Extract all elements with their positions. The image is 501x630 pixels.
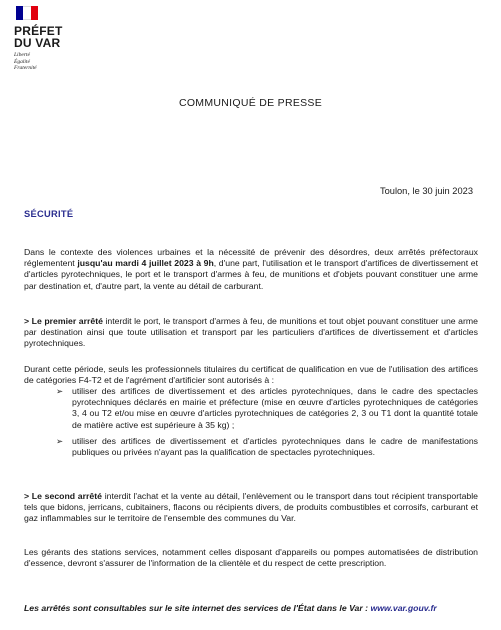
bullet-arrow-icon: ➢ <box>56 436 64 446</box>
p4-bold-lead: > Le second arrêté <box>24 491 102 501</box>
motto-egalite: Égalité <box>14 58 30 65</box>
bullet-arrow-icon: ➢ <box>56 386 64 396</box>
motto-fraternite: Fraternité <box>14 65 37 71</box>
bullet-item-1: utiliser des artifices de divertissement et des articles pyrotechniques, dans le cadre des spectacles pyrotechniques déclarés en mairie et préfecture (mise en œuvre d'articles pyrotechniques de catégories 3, 4 ou T2 et/ou mise en œuvre d'articles pyrotechniques de catégories 2, 3 ou T1 dont la quantité totale de matière active est supérieure à 35 kg) ; <box>72 386 478 430</box>
p4-text: interdit l'achat et la vente au détail, l'enlèvement ou le transport dans tout récipient transportable tels que bidons, jerricans, cubitainers, flacons ou récipients divers, de produits combustibles et corrosifs, carburant et gaz inflammables sur le territoire de l'ensemble des communes du Var. <box>24 491 478 524</box>
prefecture-logo <box>14 6 84 72</box>
marianne-flag-icon <box>16 6 38 20</box>
p2-text: interdit le port, le transport d'armes à feu, de munitions et tout objet pouvant constituer une arme par destination ainsi que toute utilisation et transport par les particuliers d'artifices de divertissement et d'articles pyrotechniques. <box>24 316 478 349</box>
paragraph-second-decree <box>24 491 478 525</box>
footer-link[interactable]: www.var.gouv.fr <box>370 603 437 613</box>
p1-text-1: Dans le contexte des violences urbaines et la nécessité de prévenir des désordres, deux arrêtés préfectoraux réglementent <box>24 247 478 269</box>
prefet-name <box>14 25 84 49</box>
document-title: COMMUNIQUÉ DE PRESSE <box>178 97 323 109</box>
p1-text-2: , d'une part, l'utilisation et le transport d'artifices de divertissement et d'articles pyrotechniques, le port et le transport d'armes à feu, de munitions et d'objets pouvant constituer une arme par destination et, d'autre part, la vente au détail de carburant. <box>24 258 478 291</box>
paragraph-context <box>24 247 478 292</box>
footer-note <box>24 603 437 613</box>
paragraph-period: Durant cette période, seuls les professionnels titulaires du certificat de qualification en vue de l'utilisation des artifices de catégories F4-T2 et de l'agrément d'artificier sont autorisés à : <box>24 364 478 386</box>
paragraph-station-managers: Les gérants des stations services, notamment celles disposant d'appareils ou pompes automatisées de distribution d'essence, devront s'assurer de l'information de la clientèle et du respect de cette prescription. <box>24 547 478 569</box>
p2-bold-lead: > Le premier arrêté <box>24 316 103 326</box>
section-heading: SÉCURITÉ <box>24 209 74 219</box>
republic-motto <box>14 52 84 72</box>
footer-text: Les arrêtés sont consultables sur le site internet des services de l'État dans le Var : <box>24 603 371 613</box>
prefet-line-1: PRÉFET <box>14 24 63 38</box>
place-date: Toulon, le 30 juin 2023 <box>379 186 473 196</box>
prefet-line-2: DU VAR <box>14 36 61 50</box>
paragraph-first-decree <box>24 316 478 350</box>
bullet-item-2: utiliser des artifices de divertissement et d'articles pyrotechniques dans le cadre de manifestations publiques ou privées n'ayant pas la qualification de spectacles pyrotechniques. <box>72 436 478 458</box>
motto-liberte: Liberté <box>14 52 30 58</box>
p1-bold-date: jusqu'au mardi 4 juillet 2023 à 9h <box>77 258 214 269</box>
